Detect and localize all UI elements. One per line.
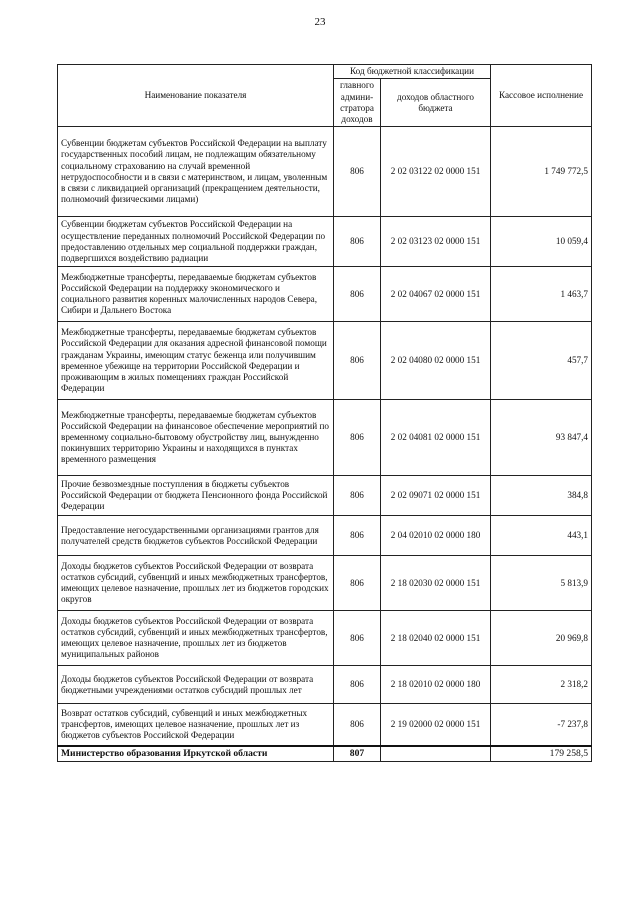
table-row — [58, 556, 592, 611]
total-code — [381, 746, 491, 762]
table-row — [58, 476, 592, 516]
row-name: Предоставление негосударственными организациями грантов для получателей средств бюджетов субъектов Российской Федерации — [58, 516, 334, 556]
row-name: Доходы бюджетов субъектов Российской Федерации от возврата остатков субсидий, субвенций и иных межбюджетных трансфертов, имеющих целевое назначение, прошлых лет из бюджетов муниципальных районов — [58, 611, 334, 666]
row-name: Прочие безвозмездные поступления в бюджеты субъектов Российской Федерации от бюджета Пенсионного фонда Российской Федерации — [58, 476, 334, 516]
row-amount: 457,7 — [491, 322, 592, 400]
table-row — [58, 217, 592, 267]
row-code: 2 02 03122 02 0000 151 — [381, 127, 491, 217]
total-admin: 807 — [334, 746, 381, 762]
total-name: Министерство образования Иркутской области — [58, 746, 334, 762]
budget-execution-table — [57, 64, 592, 762]
row-code: 2 02 04081 02 0000 151 — [381, 400, 491, 476]
header-amount: Кассовое исполнение — [491, 65, 592, 127]
row-amount: 20 969,8 — [491, 611, 592, 666]
table-row — [58, 516, 592, 556]
row-code: 2 02 09071 02 0000 151 — [381, 476, 491, 516]
row-admin: 806 — [334, 127, 381, 217]
total-row — [58, 746, 592, 762]
table-row — [58, 611, 592, 666]
row-amount: 384,8 — [491, 476, 592, 516]
row-name: Доходы бюджетов субъектов Российской Федерации от возврата остатков субсидий, субвенций и иных межбюджетных трансфертов, имеющих целевое назначение, прошлых лет из бюджетов городских округов — [58, 556, 334, 611]
row-code: 2 02 04080 02 0000 151 — [381, 322, 491, 400]
header-name: Наименование показателя — [58, 65, 334, 127]
row-amount: 5 813,9 — [491, 556, 592, 611]
row-admin: 806 — [334, 217, 381, 267]
row-admin: 806 — [334, 611, 381, 666]
row-admin: 806 — [334, 666, 381, 704]
table-row — [58, 400, 592, 476]
row-admin: 806 — [334, 400, 381, 476]
table-row — [58, 704, 592, 746]
row-amount: 443,1 — [491, 516, 592, 556]
row-name: Межбюджетные трансферты, передаваемые бюджетам субъектов Российской Федерации на финансовое обеспечение мероприятий по временному социально-бытовому обустройству лиц, вынужденно покинувших территорию Украины и находящихся в пунктах временного размещения — [58, 400, 334, 476]
row-code: 2 18 02010 02 0000 180 — [381, 666, 491, 704]
row-amount: 1 463,7 — [491, 267, 592, 322]
row-amount: 93 847,4 — [491, 400, 592, 476]
table-row — [58, 267, 592, 322]
row-code: 2 02 04067 02 0000 151 — [381, 267, 491, 322]
row-name: Межбюджетные трансферты, передаваемые бюджетам субъектов Российской Федерации для оказания адресной финансовой помощи гражданам Украины, имеющим статус беженца или получившим временное убежище на территории Российской Федерации и проживающим в жилых помещениях граждан Российской Федерации — [58, 322, 334, 400]
page-number: 23 — [314, 16, 326, 28]
row-amount: 10 059,4 — [491, 217, 592, 267]
header-classification: Код бюджетной классификации — [334, 65, 491, 79]
row-code: 2 18 02030 02 0000 151 — [381, 556, 491, 611]
row-code: 2 19 02000 02 0000 151 — [381, 704, 491, 746]
row-admin: 806 — [334, 267, 381, 322]
row-admin: 806 — [334, 476, 381, 516]
table-body — [58, 127, 592, 762]
row-name: Возврат остатков субсидий, субвенций и иных межбюджетных трансфертов, имеющих целевое назначение, прошлых лет из бюджетов субъектов Российской Федерации — [58, 704, 334, 746]
row-name: Субвенции бюджетам субъектов Российской Федерации на осуществление переданных полномочий Российской Федерации по предоставлению отдельных мер социальной поддержки граждан, подвергшихся воздействию радиации — [58, 217, 334, 267]
row-amount: 1 749 772,5 — [491, 127, 592, 217]
row-admin: 806 — [334, 704, 381, 746]
table-row — [58, 666, 592, 704]
row-code: 2 04 02010 02 0000 180 — [381, 516, 491, 556]
row-amount: 2 318,2 — [491, 666, 592, 704]
table-row — [58, 127, 592, 217]
header-income: доходов областного бюджета — [381, 79, 491, 127]
row-admin: 806 — [334, 322, 381, 400]
row-admin: 806 — [334, 516, 381, 556]
header-admin: главного админи-стратора доходов — [334, 79, 381, 127]
total-amount: 179 258,5 — [491, 746, 592, 762]
row-name: Доходы бюджетов субъектов Российской Федерации от возврата бюджетными учреждениями остатков субсидий прошлых лет — [58, 666, 334, 704]
row-name: Субвенции бюджетам субъектов Российской Федерации на выплату государственных пособий лицам, не подлежащим обязательному социальному страхованию на случай временной нетрудоспособности и в связи с материнством, и лицам, уволенным в связи с ликвидацией организаций (прекращением деятельности, полномочий физическими лицами) — [58, 127, 334, 217]
row-name: Межбюджетные трансферты, передаваемые бюджетам субъектов Российской Федерации на поддержку экономического и социального развития коренных малочисленных народов Севера, Сибири и Дальнего Востока — [58, 267, 334, 322]
table-row — [58, 322, 592, 400]
row-code: 2 02 03123 02 0000 151 — [381, 217, 491, 267]
row-admin: 806 — [334, 556, 381, 611]
row-code: 2 18 02040 02 0000 151 — [381, 611, 491, 666]
row-amount: -7 237,8 — [491, 704, 592, 746]
table-header — [58, 65, 592, 127]
